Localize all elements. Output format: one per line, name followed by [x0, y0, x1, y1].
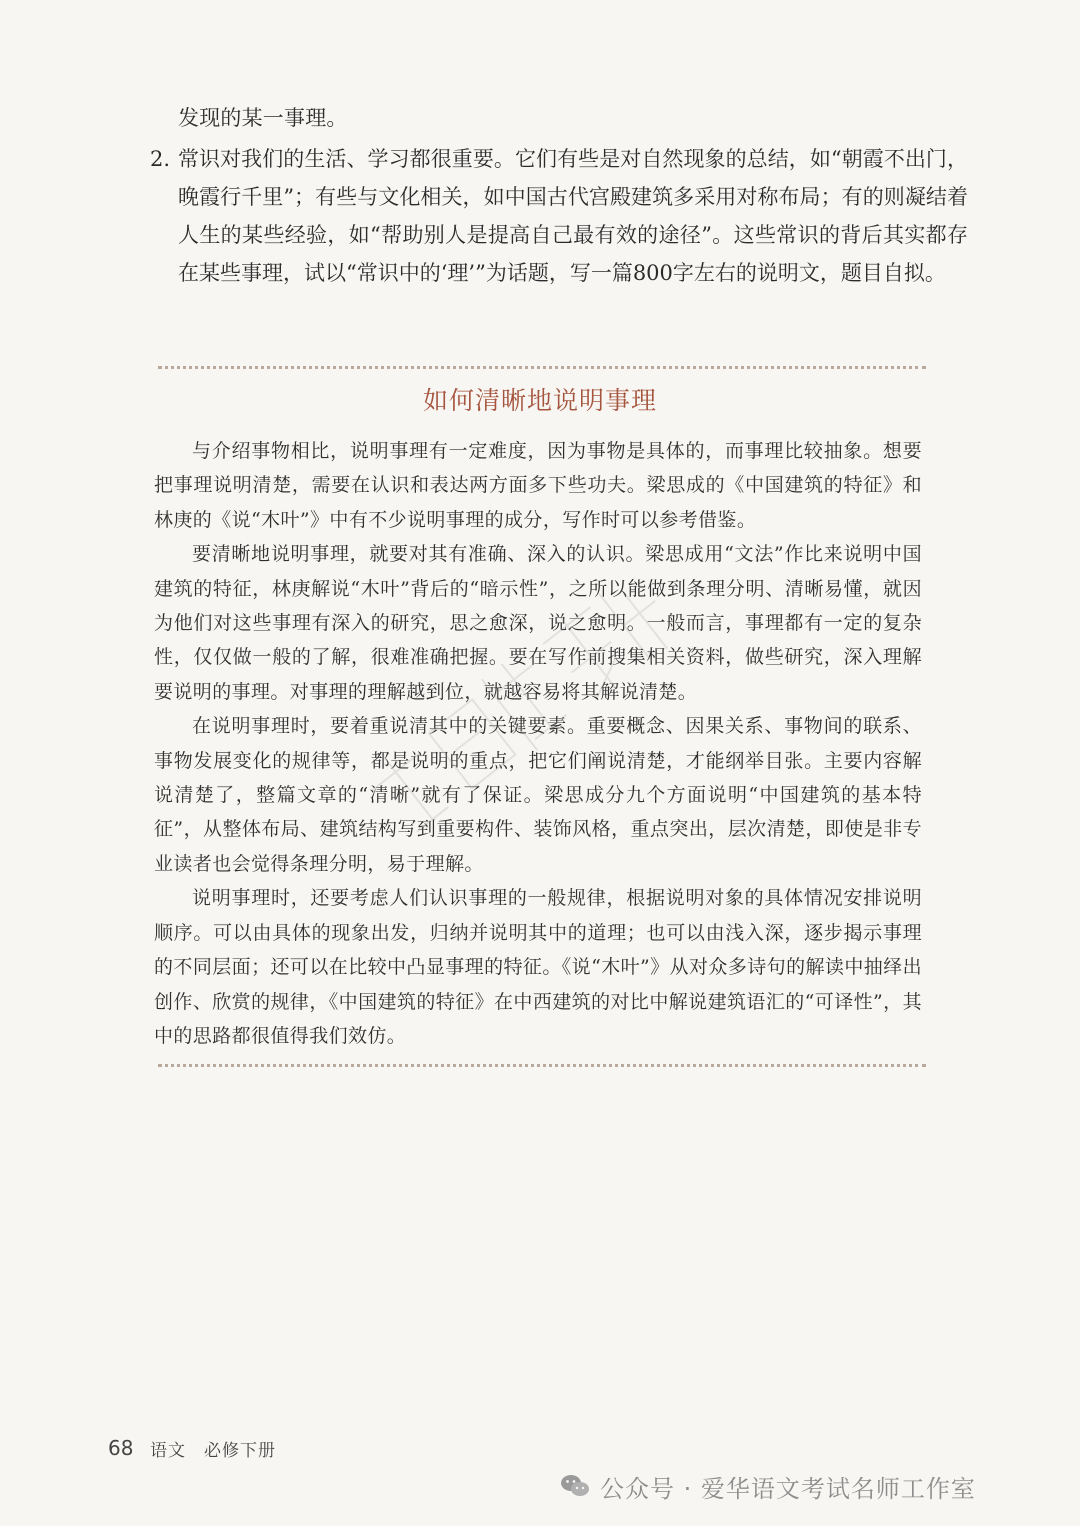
paragraph: 在说明事理时，要着重说清其中的关键要素。重要概念、因果关系、事物间的联系、事物发展变化的规律等，都是说明的重点，把它们阐说清楚，才能纲举目张。主要内容解说清楚了，整篇文章的“清晰”就有了保证。梁思成分九个方面说明“中国建筑的基本特征”，从整体布局、建筑结构写到重要构件、装饰风格，重点突出，层次清楚，即使是非专业读者也会觉得条理分明，易于理解。	[154, 715, 922, 875]
book-volume: 必修下册	[204, 1441, 276, 1461]
item-number: 2.	[150, 147, 171, 171]
exercise-item-2	[150, 140, 980, 292]
book-title	[150, 1436, 276, 1461]
wechat-icon	[560, 1473, 590, 1499]
item-text: 常识对我们的生活、学习都很重要。它们有些是对自然现象的总结，如“朝霞不出门，晚霞行千里”；有些与文化相关，如中国古代宫殿建筑多采用对称布局；有的则凝结着人生的某些经验，如“帮助别人是提高自己最有效的途径”。这些常识的背后其实都存在某些事理，试以“常识中的‘理’”为话题，写一篇800字左右的说明文，题目自拟。	[178, 147, 968, 285]
section-body	[154, 434, 922, 1053]
account-watermark	[560, 1466, 976, 1506]
dotted-divider-top	[158, 366, 926, 369]
paragraph: 要清晰地说明事理，就要对其有准确、深入的认识。梁思成用“文法”作比来说明中国建筑的特征，林庚解说“木叶”背后的“暗示性”，之所以能做到条理分明、清晰易懂，就因为他们对这些事理有深入的研究，思之愈深，说之愈明。一般而言，事理都有一定的复杂性，仅仅做一般的了解，很难准确把握。要在写作前搜集相关资料，做些研究，深入理解要说明的事理。对事理的理解越到位，就越容易将其解说清楚。	[154, 543, 922, 703]
book-subject: 语文	[150, 1441, 186, 1461]
page-number: 68	[108, 1436, 134, 1460]
section-title: 如何清晰地说明事理	[422, 386, 657, 415]
paragraph: 说明事理时，还要考虑人们认识事理的一般规律，根据说明对象的具体情况安排说明顺序。可以由具体的现象出发，归纳并说明其中的道理；也可以由浅入深，逐步揭示事理的不同层面；还可以在比较中凸显事理的特征。《说“木叶”》从对众多诗句的解读中抽绎出创作、欣赏的规律，《中国建筑的特征》在中西建筑的对比中解说建筑语汇的“可译性”，其中的思路都很值得我们效仿。	[154, 887, 922, 1047]
continuation-line: 发现的某一事理。	[178, 106, 348, 130]
paragraph: 与介绍事物相比，说明事理有一定难度，因为事物是具体的，而事理比较抽象。想要把事理说明清楚，需要在认识和表达两方面多下些功夫。梁思成的《中国建筑的特征》和林庚的《说“木叶”》中有不少说明事理的成分，写作时可以参考借鉴。	[154, 440, 922, 531]
account-watermark-text: 公众号 · 爱华语文考试名师工作室	[600, 1474, 976, 1503]
dotted-divider-bottom	[158, 1064, 926, 1067]
